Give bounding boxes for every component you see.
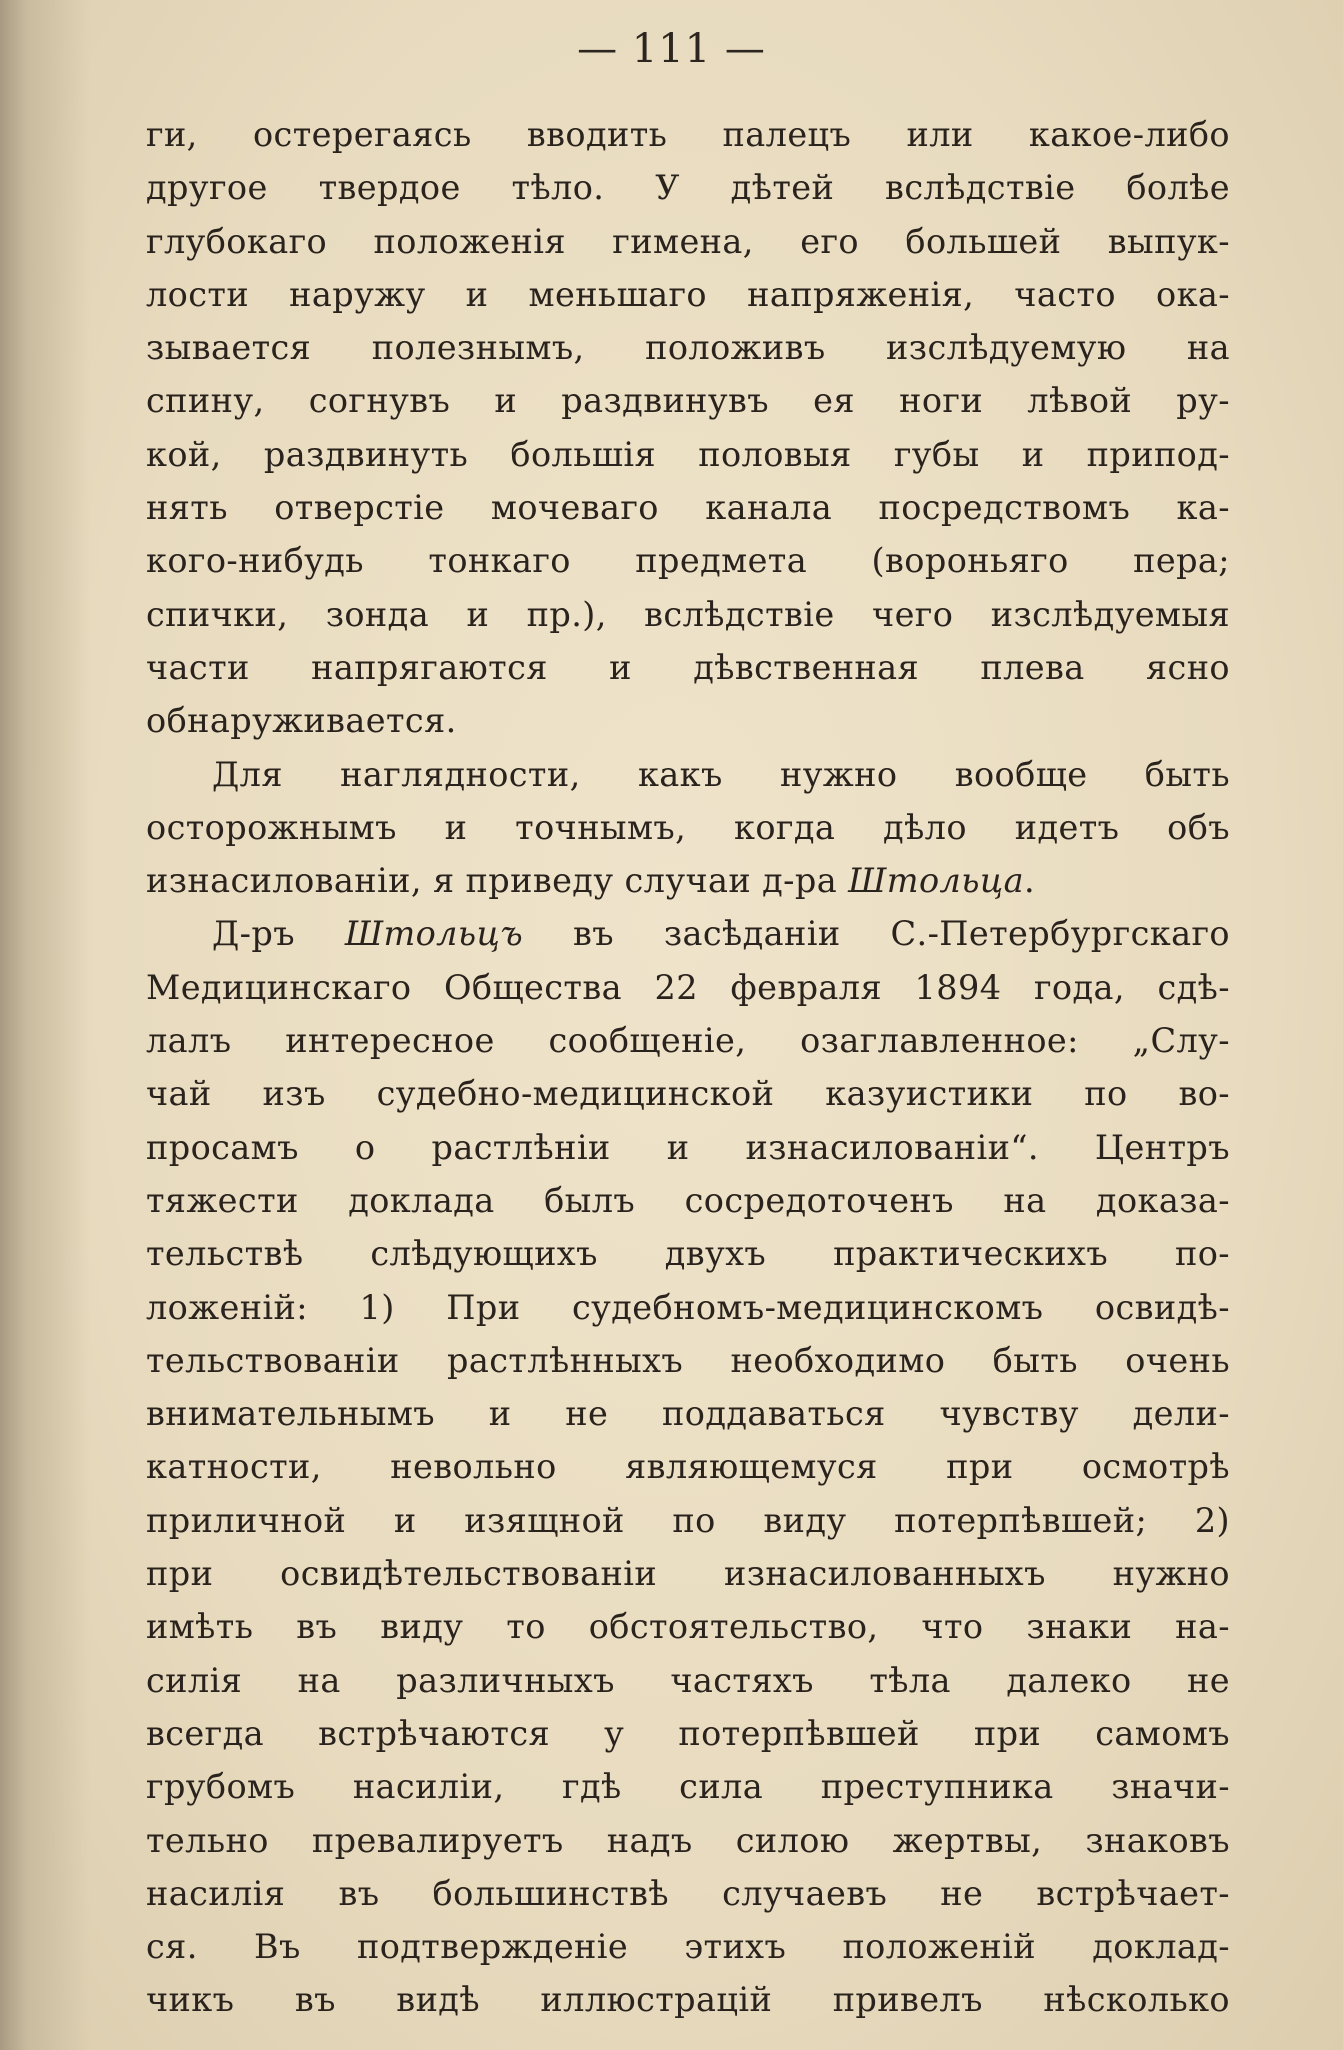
text-line: тельно превалируетъ надъ силою жертвы, знаковъ xyxy=(146,1820,1230,1860)
text-line: части напрягаются и дѣвственная плева ясно xyxy=(146,647,1230,687)
text-line: осторожнымъ и точнымъ, когда дѣло идетъ объ xyxy=(146,807,1230,847)
text-line: ги, остерегаясь вводить палецъ или какое-либо xyxy=(146,115,1230,154)
text-line: просамъ о растлѣніи и изнасилованіи“. Центръ xyxy=(146,1127,1230,1167)
text-line: чай изъ судебно-медицинской казуистики по во- xyxy=(146,1074,1230,1114)
text-line: насилія въ большинствѣ случаевъ не встрѣчает- xyxy=(146,1873,1230,1913)
text-line: при освидѣтельствованіи изнасилованныхъ нужно xyxy=(146,1554,1230,1594)
binding-shadow xyxy=(0,0,90,2050)
text-line: спину, согнувъ и раздвинувъ ея ноги лѣвой ру- xyxy=(146,381,1230,421)
text-line: силія на различныхъ частяхъ тѣла далеко не xyxy=(146,1660,1230,1700)
text-line: глубокаго положенія гимена, его большей выпук- xyxy=(146,221,1230,261)
text-line: лости наружу и меньшаго напряженія, часто ока- xyxy=(146,274,1230,314)
text-line: спички, зонда и пр.), вслѣдствіе чего изслѣдуемыя xyxy=(146,594,1230,634)
page-number: — 111 — xyxy=(577,26,766,72)
text-line: обнаруживается. xyxy=(146,701,457,741)
text-line: Для наглядности, какъ нужно вообще быть xyxy=(212,754,1230,794)
text-line: зывается полезнымъ, положивъ изслѣдуемую на xyxy=(146,328,1230,368)
surname-italic: Штольцъ xyxy=(344,914,524,954)
text-line: тельствѣ слѣдующихъ двухъ практическихъ по- xyxy=(146,1234,1230,1274)
surname-italic: Штольца xyxy=(848,861,1025,901)
text-line: всегда встрѣчаются у потерпѣвшей при самомъ xyxy=(146,1713,1230,1753)
text-line: тяжести доклада былъ сосредоточенъ на доказа- xyxy=(146,1180,1230,1220)
text-line: Д-ръ Штольцъ въ засѣданіи С.-Петербургскаго xyxy=(212,914,1230,954)
text-line: изнасилованіи, я приведу случаи д-ра Штольца. xyxy=(146,861,1036,901)
text-line: Медицинскаго Общества 22 февраля 1894 года, сдѣ- xyxy=(146,967,1230,1007)
text-line: имѣть въ виду то обстоятельство, что знаки на- xyxy=(146,1607,1230,1647)
text-line: нять отверстіе мочеваго канала посредствомъ ка- xyxy=(146,488,1230,528)
text-line: лалъ интересное сообщеніе, озаглавленное: „Слу- xyxy=(146,1021,1230,1061)
text-line: приличной и изящной по виду потерпѣвшей; 2) xyxy=(146,1500,1230,1540)
text-line: кой, раздвинуть большія половыя губы и припод- xyxy=(146,434,1230,474)
text-line: грубомъ насиліи, гдѣ сила преступника значи- xyxy=(146,1767,1230,1807)
text-line: тельствованіи растлѣнныхъ необходимо быть очень xyxy=(146,1340,1230,1380)
text-line: ложеній: 1) При судебномъ-медицинскомъ освидѣ- xyxy=(146,1287,1230,1327)
text-line: внимательнымъ и не поддаваться чувству дели- xyxy=(146,1394,1230,1434)
text-line: другое твердое тѣло. У дѣтей вслѣдствіе болѣе xyxy=(146,168,1230,208)
text-line: чикъ въ видѣ иллюстрацій привелъ нѣсколько xyxy=(146,1980,1230,2020)
body-text xyxy=(146,108,1230,2027)
text-line: кого-нибудь тонкаго предмета (вороньяго пера; xyxy=(146,541,1230,581)
text-line: ся. Въ подтвержденіе этихъ положеній доклад- xyxy=(146,1927,1230,1967)
text-line: катности, невольно являющемуся при осмотрѣ xyxy=(146,1447,1230,1487)
